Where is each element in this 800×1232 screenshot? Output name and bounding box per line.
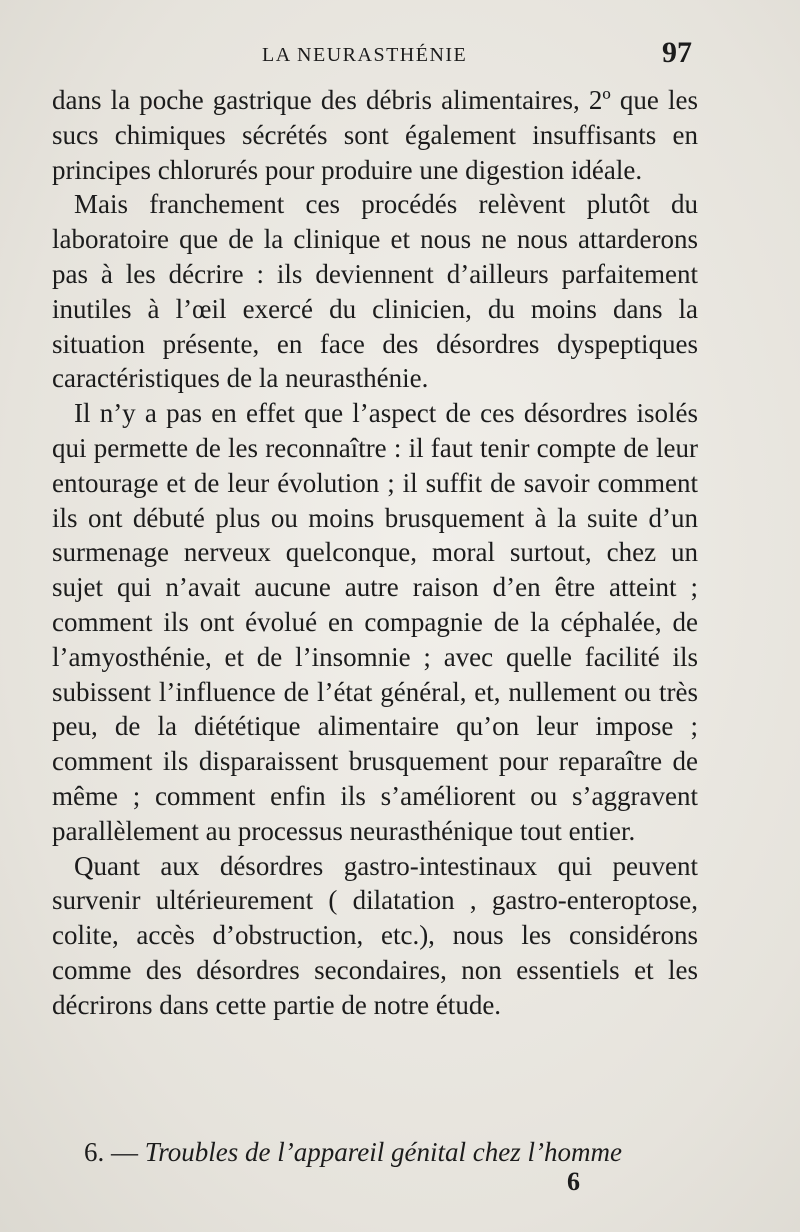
paragraph: Il n’y a pas en effet que l’aspect de ces désordres isolés qui permette de les reconnaître : il faut tenir compte de leur entourage et de leur évolution ; il suffit de savoir comment ils ont débuté plus ou moins brusquement à la suite d’un surmenage nerveux quelconque, moral surtout, chez un sujet qui n’avait aucune autre raison d’en être atteint ; comment ils ont évolué en compagnie de la céphalée, de l’amyosthénie, et de l’insomnie ; avec quelle facilité ils subissent l’influence de l’état général, et, nullement ou très peu, de la diététique alimentaire qu’on leur impose ; comment ils disparaissent brusquement pour reparaître de même ; comment enfin ils s’améliorent ou s’aggravent parallèlement au processus neurasthénique tout entier. — [52, 398, 698, 846]
signature-mark: 6 — [567, 1167, 580, 1196]
running-title: LA NEURASTHÉNIE — [262, 44, 468, 66]
paragraph: Mais franchement ces procédés relèvent plutôt du laboratoire que de la clinique et nous ne nous attarderons pas à les décrire : ils deviennent d’ailleurs parfaitement inutiles à l’œil exercé du clinicien, du moins dans la situation présente, en face des désordres dyspeptiques caractéristiques de la neurasthénie. — [52, 189, 698, 394]
page-number: 97 — [662, 36, 692, 69]
section-number: 6. — — [84, 1137, 138, 1167]
paragraph-continued: dans la poche gastrique des débris alimentaires, 2º que les sucs chimiques sécrétés sont également insuffisants en principes chlorurés pour produire une digestion idéale. — [52, 85, 698, 185]
page-header — [52, 36, 692, 76]
body-text — [52, 83, 698, 1023]
section-title: Troubles de l’appareil génital chez l’homme — [144, 1137, 622, 1167]
section-heading — [52, 1135, 698, 1170]
paragraph: Quant aux désordres gastro-intestinaux qui peuvent survenir ultérieurement ( dilatation , gastro-enteroptose, colite, accès d’obstruction, etc.), nous les considérons comme des désordres secondaires, non essentiels et les décrirons dans cette partie de notre étude. — [52, 850, 698, 1020]
